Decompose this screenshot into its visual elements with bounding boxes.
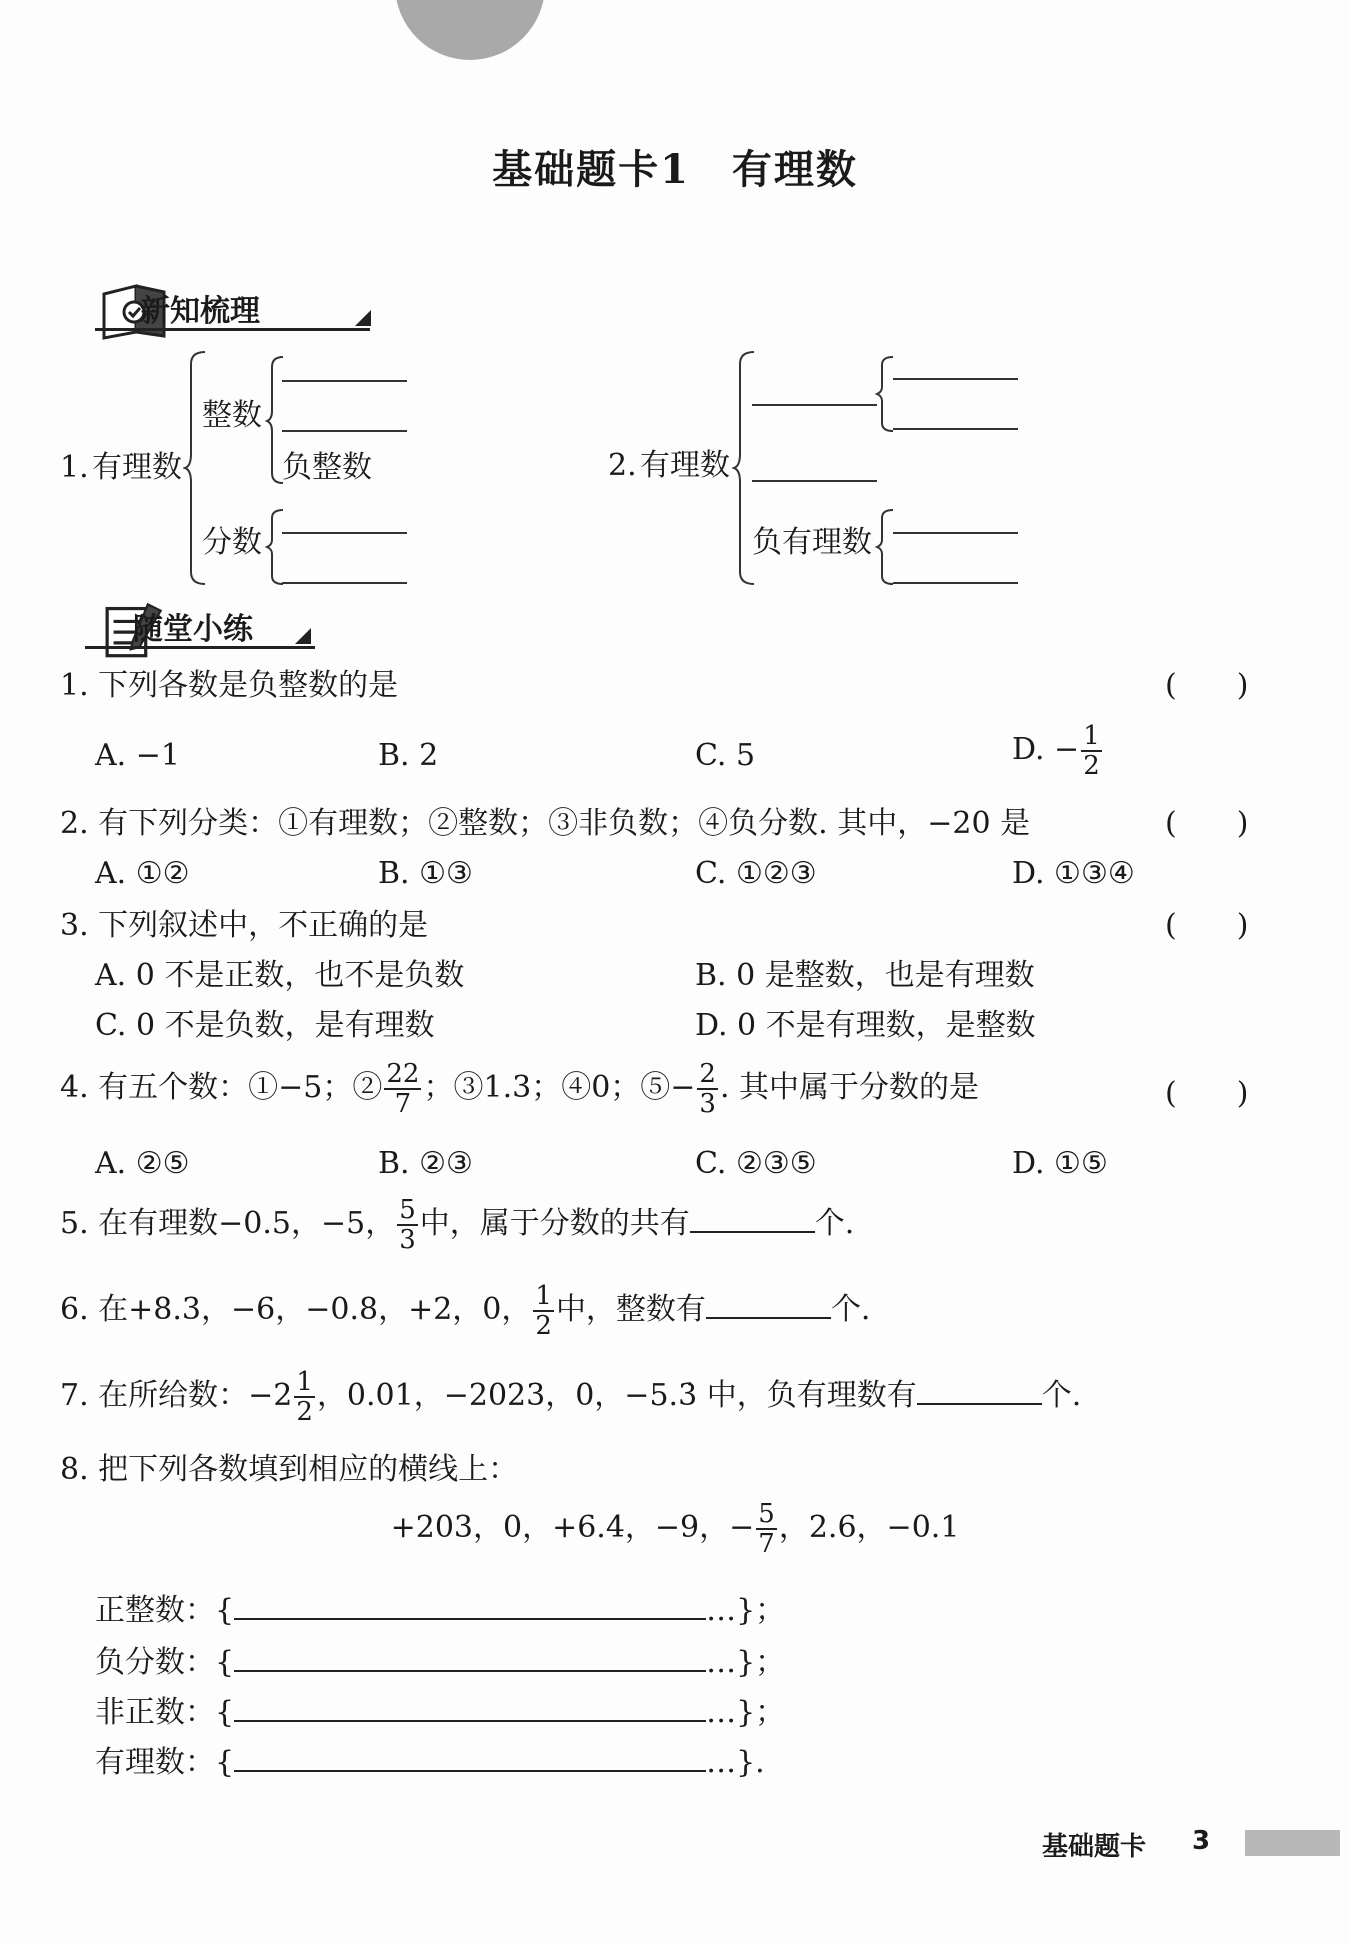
diagram2-number: 2. [608,448,637,483]
diagram2-root: 有理数 [640,448,730,483]
diagram2-brace-negative [875,508,895,586]
q8-answer-blank[interactable] [234,1588,706,1620]
q4-stem-part-a: 4. 有五个数：①−5；② [60,1070,383,1105]
footer-label: 基础题卡 [1042,1832,1147,1862]
q8-row-label: 正整数：{ [95,1593,235,1628]
page-title: 基础题卡1 有理数 [492,146,858,193]
fraction [397,1196,418,1254]
q6-stem-part-c: 个. [830,1292,871,1327]
q2-answer-paren[interactable]: ( ) [1165,806,1249,841]
q8-row-end: …}； [706,1593,786,1628]
diagram1-blank-positive-integer [282,380,407,382]
section-underline [85,646,315,649]
fraction-denominator: 2 [1083,751,1100,781]
section-title-review: 新知梳理 [140,294,260,329]
q8-answer-blank[interactable] [234,1740,706,1772]
fraction [294,1368,315,1426]
q8-number-list [0,1500,1350,1558]
fraction-numerator: 5 [399,1195,416,1225]
q1-answer-paren[interactable]: ( ) [1165,668,1249,703]
fraction-denominator: 2 [535,1311,552,1341]
q4-stem-part-c: . 其中属于分数的是 [719,1070,980,1105]
q7-stem-part-a: 7. 在所给数：−2 [60,1378,293,1413]
q1-option-c: C. 5 [695,738,756,773]
diagram1-root: 有理数 [92,450,182,485]
q8-row-end: …}； [706,1695,786,1730]
diagram1-number: 1. [60,450,89,485]
q4-stem-part-b: ；③1.3；④0；⑤− [423,1070,696,1105]
fraction-numerator: 22 [386,1059,420,1089]
section-header-practice [55,600,315,656]
q8-row-label: 非正数：{ [95,1695,235,1730]
diagram1-blank-zero [282,430,407,432]
q7-answer-blank[interactable] [917,1373,1042,1405]
q3-option-c: C. 0 不是负数，是有理数 [95,1008,435,1043]
q8-row-positive-integer [95,1588,785,1629]
fraction-numerator: 5 [758,1499,775,1529]
diagram1-negative-integer-label: 负整数 [282,450,372,485]
q7-stem [60,1368,1081,1426]
q7-stem-part-c: 个. [1041,1378,1082,1413]
fraction-denominator: 2 [296,1397,313,1427]
fraction [697,1060,718,1118]
diagram2-blank-positive-sub2 [893,428,1018,430]
q6-stem-part-b: 中，整数有 [555,1292,706,1327]
page-number: 3 [1192,1826,1211,1856]
section-title-practice: 随堂小练 [133,612,253,647]
q6-stem [60,1282,870,1340]
q2-option-d: D. ①③④ [1012,856,1135,891]
diagram2-blank-zero [752,480,877,482]
section-header-review [55,280,330,340]
q4-answer-paren[interactable]: ( ) [1165,1076,1249,1111]
triangle-marker-icon [355,310,371,326]
diagram2-blank-positive [752,404,877,406]
q8-numbers-part-a: +203，0，+6.4，−9，− [390,1510,755,1545]
q5-stem-part-a: 5. 在有理数−0.5，−5， [60,1206,396,1241]
q8-answer-blank[interactable] [234,1690,706,1722]
q5-stem [60,1196,854,1254]
diagram1-integer-label: 整数 [202,398,262,433]
diagram2-blank-positive-sub1 [893,378,1018,380]
diagram2-negative-label: 负有理数 [752,525,872,560]
fraction-numerator: 1 [1083,721,1100,751]
diagram2-blank-negative-sub2 [893,582,1018,584]
q3-option-d: D. 0 不是有理数，是整数 [695,1008,1036,1043]
fraction [533,1282,554,1340]
q2-option-a: A. ①② [95,856,190,891]
q1-stem: 1. 下列各数是负整数的是 [60,668,399,703]
q8-row-rational [95,1740,765,1781]
q3-option-a: A. 0 不是正数，也不是负数 [95,958,465,993]
q8-stem: 8. 把下列各数填到相应的横线上： [60,1452,519,1487]
diagram1-blank-negative-fraction [282,582,407,584]
q1-option-d-prefix: D. − [1012,732,1080,767]
fraction-denominator: 3 [699,1089,716,1119]
fraction-numerator: 1 [296,1367,313,1397]
q8-row-end: …}； [706,1645,786,1680]
q8-row-label: 有理数：{ [95,1745,235,1780]
fraction-numerator: 1 [535,1281,552,1311]
q2-stem: 2. 有下列分类：①有理数；②整数；③非负数；④负分数. 其中，−20 是 [60,806,1031,841]
q7-stem-part-b: ，0.01，−2023，0，−5.3̇ 中，负有理数有 [316,1378,917,1413]
q5-answer-blank[interactable] [690,1201,815,1233]
q4-option-d: D. ①⑤ [1012,1146,1108,1181]
q8-row-label: 负分数：{ [95,1645,235,1680]
q4-stem [60,1060,979,1118]
q3-answer-paren[interactable]: ( ) [1165,908,1249,943]
fraction [1081,722,1102,780]
q1-option-a: A. −1 [95,738,180,773]
fraction [384,1060,421,1118]
q8-numbers-part-b: ，2.6，−0.1 [778,1510,960,1545]
section-underline [95,328,370,331]
q4-option-b: B. ②③ [378,1146,473,1181]
diagram2-brace-positive [875,355,895,433]
q5-stem-part-b: 中，属于分数的共有 [419,1206,690,1241]
q8-answer-blank[interactable] [234,1640,706,1672]
triangle-marker-icon [295,628,311,644]
q3-option-b: B. 0 是整数，也是有理数 [695,958,1035,993]
q1-option-b: B. 2 [378,738,439,773]
top-decoration [395,0,545,60]
q2-option-c: C. ①②③ [695,856,817,891]
diagram1-brace-fraction [265,508,285,586]
diagram1-fraction-label: 分数 [202,525,262,560]
diagram1-blank-positive-fraction [282,532,407,534]
fraction-denominator: 7 [394,1089,412,1119]
q8-row-negative-fraction [95,1640,785,1681]
q5-stem-part-c: 个. [814,1206,855,1241]
fraction-denominator: 7 [758,1529,775,1559]
diagram2-blank-negative-sub1 [893,532,1018,534]
q4-option-c: C. ②③⑤ [695,1146,817,1181]
fraction [756,1500,777,1558]
q2-option-b: B. ①③ [378,856,473,891]
fraction-denominator: 3 [399,1225,416,1255]
q6-stem-part-a: 6. 在+8.3，−6，−0.8，+2，0， [60,1292,532,1327]
q3-stem: 3. 下列叙述中，不正确的是 [60,908,429,943]
footer-bar [1245,1830,1340,1856]
q1-option-d [1012,722,1104,780]
q6-answer-blank[interactable] [706,1287,831,1319]
q8-row-end: …}. [706,1745,765,1780]
fraction-numerator: 2 [699,1059,716,1089]
q8-row-non-positive [95,1690,785,1731]
q4-option-a: A. ②⑤ [95,1146,190,1181]
